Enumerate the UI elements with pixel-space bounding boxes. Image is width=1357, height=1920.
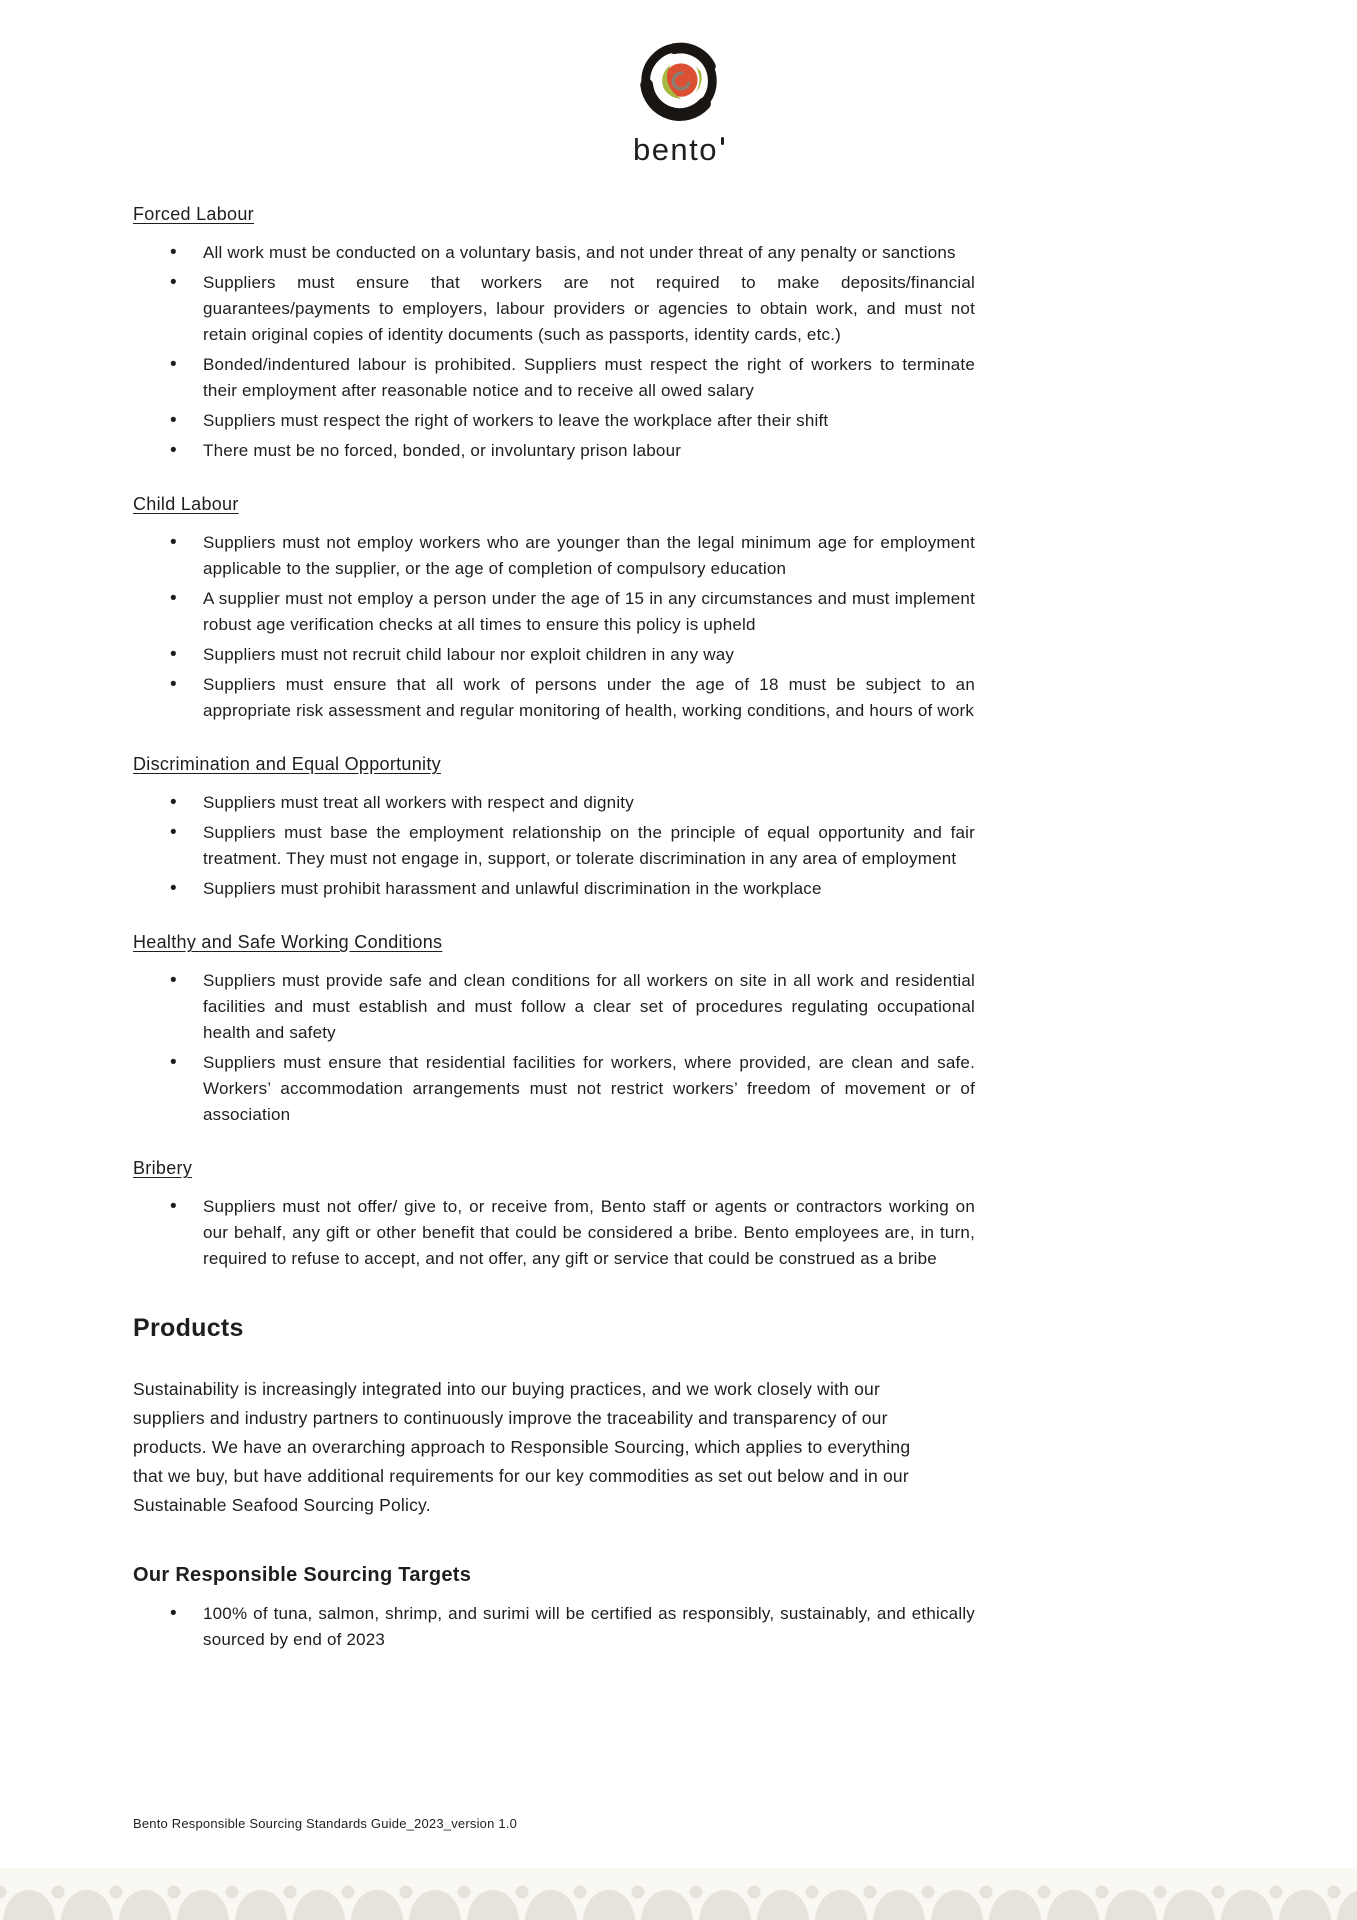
bullet-text: Suppliers must not offer/ give to, or receive from, Bento staff or agents or contractors working on our behalf, any gift or other benefit that could be considered a bribe. Bento employees are, in turn, required to refuse to accept, and not offer, any gift or service that could be construed as a bribe [203,1197,975,1268]
section-heading-discrimination: Discrimination and Equal Opportunity [133,754,441,774]
targets-list [133,1601,975,1653]
bullet-text: Suppliers must not recruit child labour nor exploit children in any way [203,645,735,664]
page-footer: Bento Responsible Sourcing Standards Guide_2023_version 1.0 [133,1816,517,1831]
bullet-item [133,1194,975,1272]
bribery-list [133,1194,975,1272]
brand-wordmark-row [584,132,774,168]
bullet-text: Suppliers must ensure that all work of persons under the age of 18 must be subject to an appropriate risk assessment and regular monitoring of health, working conditions, and hours of work [203,675,975,720]
bullet-text: Suppliers must respect the right of workers to leave the workplace after their shift [203,411,829,430]
bullet-item [133,820,975,872]
forced-labour-list [133,240,975,464]
bullet-text: All work must be conducted on a voluntary basis, and not under threat of any penalty or sanctions [203,243,956,262]
brand-wordmark: bento [632,132,719,167]
brand-logo [584,0,774,168]
section-heading-healthy-safe: Healthy and Safe Working Conditions [133,932,443,952]
decorative-border [0,1868,1357,1920]
targets-heading: Our Responsible Sourcing Targets [133,1564,472,1586]
section-heading-bribery: Bribery [133,1158,193,1178]
bullet-item [133,1050,975,1128]
bullet-item [133,1601,975,1653]
bullet-item [133,876,975,902]
bullet-text: Suppliers must prohibit harassment and unlawful discrimination in the workplace [203,879,822,898]
bullet-item [133,408,975,434]
bullet-item [133,968,975,1046]
section-heading-forced-labour: Forced Labour [133,204,254,224]
bullet-text: Suppliers must base the employment relationship on the principle of equal opportunity and fair treatment. They must not engage in, support, or tolerate discrimination in any area of employment [203,823,975,868]
bullet-item [133,530,975,582]
bullet-item [133,790,975,816]
bullet-text: Suppliers must ensure that workers are not required to make deposits/financial guarantees/payments to employers, labour providers or agencies to obtain work, and must not retain original copies of identity documents (such as passports, identity cards, etc.) [203,273,975,344]
products-heading: Products [133,1314,244,1342]
child-labour-list [133,530,975,724]
bullet-text: A supplier must not employ a person under the age of 15 in any circumstances and must implement robust age verification checks at all times to ensure this policy is upheld [203,589,975,634]
products-intro-paragraph: Sustainability is increasingly integrated into our buying practices, and we work closely with our suppliers and industry partners to continuously improve the traceability and transparency of our products. We have an overarching approach to Responsible Sourcing, which applies to everything that we buy, but have additional requirements for our key commodities as set out below and in our Sustainable Seafood Sourcing Policy. [133,1379,911,1515]
discrimination-list [133,790,975,902]
bullet-item [133,672,975,724]
bullet-text: 100% of tuna, salmon, shrimp, and surimi will be certified as responsibly, sustainably, and ethically sourced by end of 2023 [203,1604,975,1649]
bullet-text: Suppliers must not employ workers who are younger than the legal minimum age for employment applicable to the supplier, or the age of completion of compulsory education [203,533,975,578]
bento-logo-icon [630,34,728,132]
bullet-item [133,586,975,638]
bullet-item [133,438,975,464]
document-content [133,204,975,1653]
bullet-text: Bonded/indentured labour is prohibited. Suppliers must respect the right of workers to terminate their employment after reasonable notice and to receive all owed salary [203,355,975,400]
trademark-icon [721,137,724,145]
healthy-safe-list [133,968,975,1128]
bullet-text: There must be no forced, bonded, or involuntary prison labour [203,441,682,460]
bullet-text: Suppliers must provide safe and clean conditions for all workers on site in all work and residential facilities and must establish and must follow a clear set of procedures regulating occupational health and safety [203,971,975,1042]
bullet-text: Suppliers must ensure that residential facilities for workers, where provided, are clean and safe. Workers’ accommodation arrangements must not restrict workers’ freedom of movement or of association [203,1053,975,1124]
bullet-text: Suppliers must treat all workers with respect and dignity [203,793,634,812]
bullet-item [133,270,975,348]
bullet-item [133,642,975,668]
bullet-item [133,240,975,266]
bullet-item [133,352,975,404]
section-heading-child-labour: Child Labour [133,494,239,514]
